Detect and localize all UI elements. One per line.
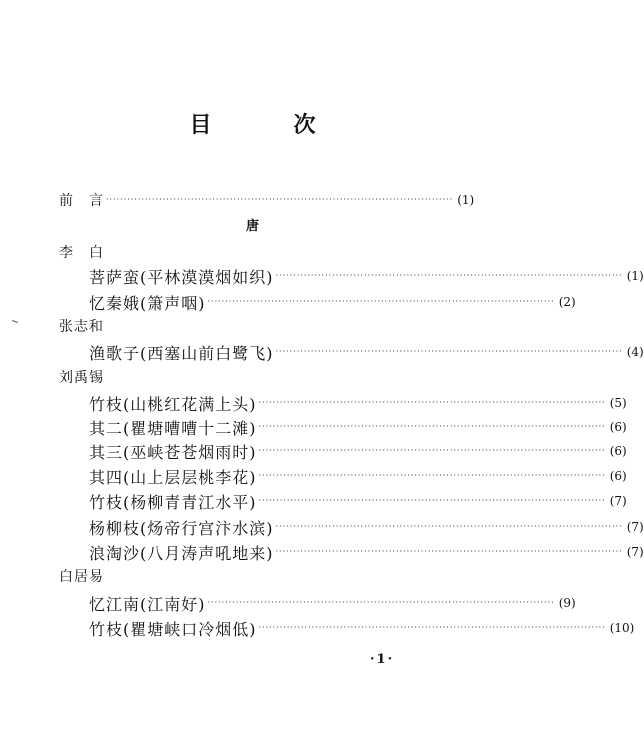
dot-leader: ·································································································· <box>275 522 623 531</box>
dot-leader: ·································································································· <box>275 547 623 556</box>
dot-leader: ·································································································· <box>258 623 606 632</box>
dot-leader: ·································································································· <box>258 496 606 505</box>
toc-entry-title: 竹枝(瞿塘峡口冷烟低) <box>89 619 257 639</box>
toc-entry <box>89 490 627 512</box>
page-number-footer: ·1· <box>370 652 395 667</box>
toc-entry-title: 浪淘沙(八月涛声吼地来) <box>89 543 274 563</box>
toc-page-number: (5) <box>609 396 627 410</box>
dot-leader: ·································································································· <box>258 471 606 480</box>
toc-entry <box>89 416 627 438</box>
toc-page-number: (1) <box>457 193 475 207</box>
toc-page-number: (2) <box>558 295 576 309</box>
toc-page-number: (10) <box>609 621 635 635</box>
toc-entry-title: 其三(巫峡苍苍烟雨时) <box>89 442 257 462</box>
author-name: 李 白 <box>59 245 104 261</box>
toc-entry-title: 菩萨蛮(平林漠漠烟如织) <box>89 267 274 287</box>
toc-page-number: (1) <box>626 269 644 283</box>
toc-entry-title: 忆江南(江南好) <box>89 594 206 614</box>
toc-page-number: (7) <box>609 494 627 508</box>
toc-entry-title: 竹枝(山桃红花满上头) <box>89 394 257 414</box>
toc-entry <box>89 617 635 639</box>
toc-page-number: (4) <box>626 345 644 359</box>
toc-entry-title: 渔歌子(西塞山前白鹭飞) <box>89 343 274 363</box>
toc-page-number: (7) <box>626 520 644 534</box>
toc-entry <box>89 516 644 538</box>
toc-page-number: (6) <box>609 469 627 483</box>
toc-entry-title: 杨柳枝(炀帝行宫汴水滨) <box>89 518 274 538</box>
page-title: 目 次 <box>189 112 346 138</box>
toc-entry <box>89 341 644 363</box>
toc-entry-title: 前 言 <box>59 193 104 209</box>
dot-leader: ·································································································· <box>106 195 454 204</box>
dot-leader: ·································································································· <box>207 297 555 306</box>
toc-entry <box>89 440 627 462</box>
toc-entry <box>89 265 644 287</box>
author-name: 刘禹锡 <box>59 370 104 386</box>
dot-leader: ·································································································· <box>258 422 606 431</box>
toc-entry-preface <box>59 189 475 211</box>
dot-leader: ·································································································· <box>207 598 555 607</box>
toc-entry <box>89 592 576 614</box>
toc-entry <box>89 291 576 313</box>
toc-entry <box>89 541 644 563</box>
toc-entry-title: 其二(瞿塘嘈嘈十二滩) <box>89 418 257 438</box>
toc-entry <box>89 392 627 414</box>
dot-leader: ·································································································· <box>258 398 606 407</box>
toc-page-number: (9) <box>558 596 576 610</box>
author-name: 张志和 <box>59 319 104 335</box>
toc-page-number: (6) <box>609 420 627 434</box>
toc-page-number: (7) <box>626 545 644 559</box>
toc-entry <box>89 465 627 487</box>
author-name: 白居易 <box>59 569 104 585</box>
toc-entry-title: 忆秦娥(箫声咽) <box>89 293 206 313</box>
dot-leader: ·································································································· <box>258 446 606 455</box>
toc-page-number: (6) <box>609 444 627 458</box>
toc-entry-title: 竹枝(杨柳青青江水平) <box>89 492 257 512</box>
dot-leader: ·································································································· <box>275 347 623 356</box>
dot-leader: ·································································································· <box>275 271 623 280</box>
dynasty-heading: 唐 <box>245 219 259 234</box>
toc-entry-title: 其四(山上层层桃李花) <box>89 467 257 487</box>
